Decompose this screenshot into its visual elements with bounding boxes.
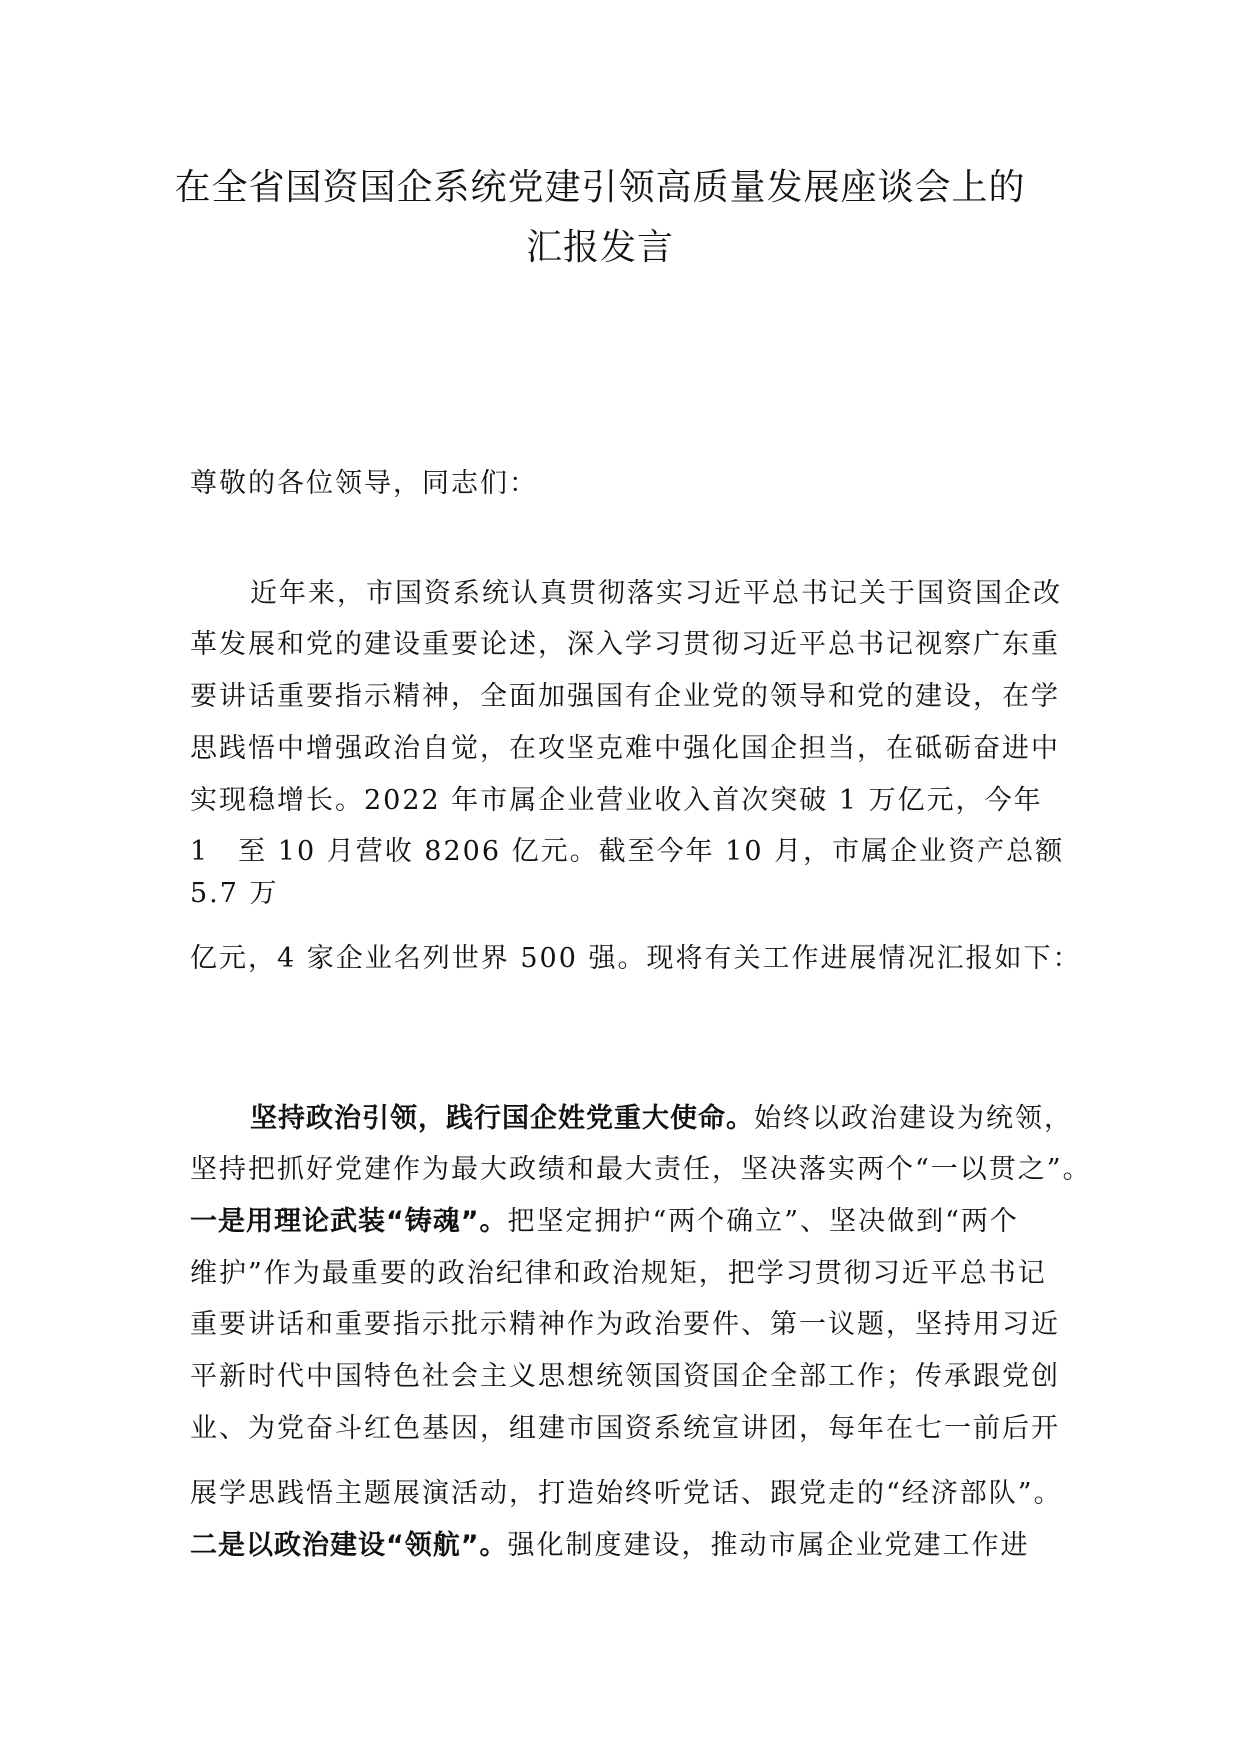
point-2-heading: 二是以政治建设“领航”。 [190, 1530, 508, 1561]
title-line-2: 汇报发言 [525, 227, 674, 268]
paragraph-line: 亿元，4 家企业名列世界 500 强。现将有关工作进展情况汇报如下： [190, 943, 1082, 974]
paragraph-line: 思践悟中增强政治自觉，在攻坚克难中强化国企担当，在砥砺奋进中 [190, 733, 1060, 764]
paragraph-line: 实现稳增长。2022 年市属企业营业收入首次突破 1 万亿元，今年 [190, 785, 1043, 816]
paragraph-line: 革发展和党的建设重要论述，深入学习贯彻习近平总书记视察广东重 [190, 629, 1060, 660]
point-1-text: 把坚定拥护“两个确立”、坚决做到“两个 [507, 1206, 1019, 1237]
salutation: 尊敬的各位领导，同志们： [190, 468, 538, 499]
paragraph-line: 平新时代中国特色社会主义思想统领国资国企全部工作；传承跟党创 [190, 1361, 1060, 1392]
paragraph-line: 5.7 万 [190, 878, 279, 909]
paragraph-line: 1 至 10 月营收 8206 亿元。截至今年 10 月，市属企业资产总额 [190, 836, 1065, 867]
document-title [150, 158, 1050, 278]
point-2-first-line [190, 1528, 1030, 1564]
section-1-text: 始终以政治建设为统领， [754, 1103, 1073, 1134]
point-1-heading: 一是用理论武装“铸魂”。 [190, 1206, 508, 1237]
section-1-heading: 坚持政治引领，践行国企姓党重大使命。 [250, 1103, 754, 1134]
paragraph-line: 重要讲话和重要指示批示精神作为政治要件、第一议题，坚持用习近 [190, 1309, 1060, 1340]
paragraph-line: 坚持把抓好党建作为最大政绩和最大责任，坚决落实两个“一以贯之”。 [190, 1154, 1092, 1185]
paragraph-line: 维护”作为最重要的政治纪律和政治规矩，把学习贯彻习近平总书记 [190, 1258, 1047, 1289]
section-1-first-line [250, 1101, 1073, 1137]
point-1-first-line [190, 1204, 1019, 1240]
title-line-1: 在全省国资国企系统党建引领高质量发展座谈会上的 [174, 167, 1026, 208]
point-2-text: 强化制度建设，推动市属企业党建工作进 [507, 1530, 1030, 1561]
paragraph-line: 近年来，市国资系统认真贯彻落实习近平总书记关于国资国企改 [250, 578, 1062, 609]
paragraph-line: 业、为党奋斗红色基因，组建市国资系统宣讲团，每年在七一前后开 [190, 1413, 1060, 1444]
paragraph-line: 要讲话重要指示精神，全面加强国有企业党的领导和党的建设，在学 [190, 681, 1060, 712]
paragraph-line: 展学思践悟主题展演活动，打造始终听党话、跟党走的“经济部队”。 [190, 1478, 1063, 1509]
